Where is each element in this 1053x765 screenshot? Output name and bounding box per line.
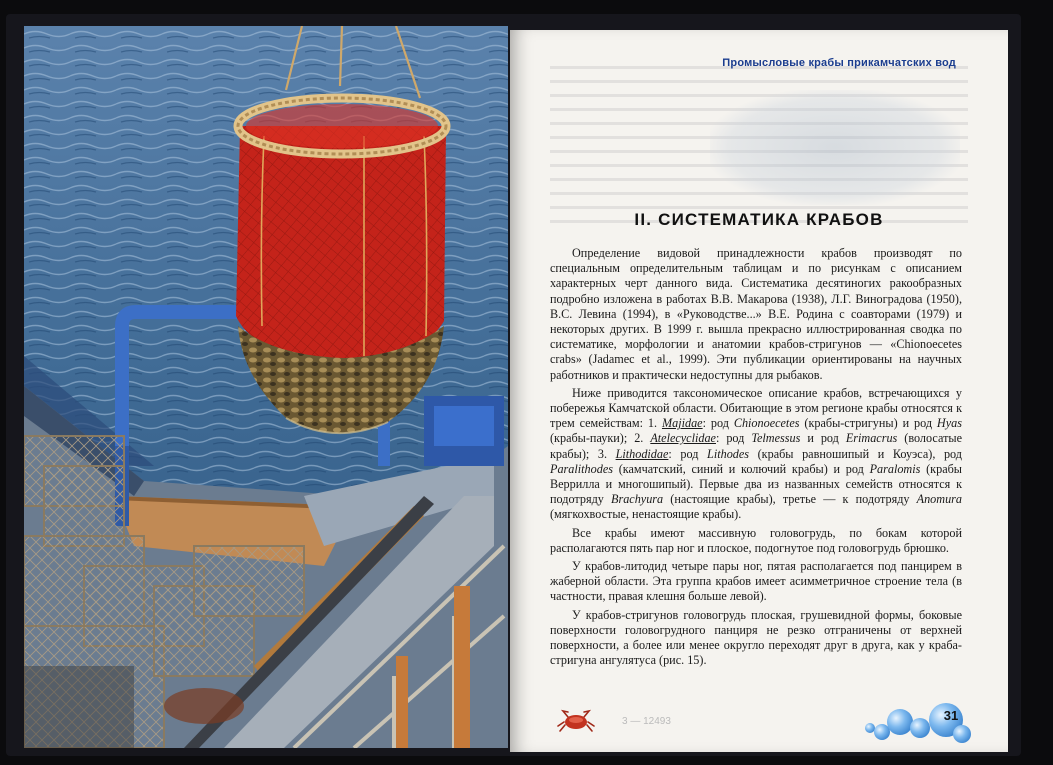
taxon-atelecyclidae: Atelecyclidae bbox=[650, 431, 716, 446]
taxon-erimacrus: Erimacrus bbox=[845, 431, 898, 446]
paragraph-4: У крабов-литодид четыре пары ног, пятая располагается под панцирем в жаберной области. Эта группа крабов имеет асимметричное строение тела (в частности, правая клешня больше левой). bbox=[550, 559, 962, 604]
page-number: 31 bbox=[943, 708, 959, 723]
running-header: Промысловые крабы прикамчатских вод bbox=[722, 57, 956, 69]
taxon-lithodidae: Lithodidae bbox=[615, 446, 669, 461]
text-page bbox=[510, 30, 1008, 752]
red-net-pot bbox=[236, 98, 446, 433]
paragraph-1: Определение видовой принадлежности крабов производят по специальным определительным таблицам и по рисункам с описанием характерных черт данного вида. Систематика десятиногих ракообразных подробно изложена в работах В.В. Макарова (1938), Л.Г. Виноградова (1950), В.С. Левина (1994), в «Руководстве...» В.Е. Родина с соавторами (1979) и некоторых других. В 1999 г. вышла прекрасно иллюстрированная сводка по систематике, морфологии и анатомии крабов-стригунов — «Chionoecetes crabs» (Jadamec et al., 1999). Эти публикации ориентированы на научных работников и практически недоступны для рыбаков. bbox=[550, 246, 962, 382]
chapter-title: II. СИСТЕМАТИКА КРАБОВ bbox=[634, 210, 884, 229]
taxon-anomura: Anomura bbox=[916, 492, 963, 507]
taxon-majidae: Majidae bbox=[661, 416, 703, 431]
taxon-chionoecetes: Chionoecetes bbox=[733, 416, 800, 431]
show-through-image bbox=[710, 90, 960, 205]
paragraph-3: Все крабы имеют массивную головогрудь, по бокам которой располагаются пять пар ног и плоское, подогнутое под головогрудь брюшко. bbox=[550, 525, 962, 555]
crab-pot-photo bbox=[24, 26, 508, 748]
crab-icon bbox=[556, 708, 596, 734]
body-text bbox=[550, 246, 966, 671]
taxon-hyas: Hyas bbox=[936, 416, 962, 431]
taxon-brachyura: Brachyura bbox=[611, 492, 664, 507]
photo-page bbox=[24, 26, 508, 748]
paragraph-5: У крабов-стригунов головогрудь плоская, грушевидной формы, боковые поверхности головогрудного панциря не резко отграничены от верхней поверхности, а более или менее округло переходят друг в друга, как у краба-стригуна ангулятуса (рис. 15). bbox=[550, 607, 962, 668]
taxon-telmessus: Telmessus bbox=[751, 431, 801, 446]
taxon-lithodes: Lithodes bbox=[707, 446, 750, 461]
taxon-paralithodes: Paralithodes bbox=[550, 461, 613, 476]
footer-signature-code: 3 — 12493 bbox=[622, 716, 671, 727]
paragraph-2: Ниже приводится таксономическое описание крабов, встречающихся у побережья Камчатской области. Обитающие в этом регионе крабы относятся к трем семействам: 1. Majidae: род Chionoecetes (крабы-стригуны) и род Hyas (крабы-пауки); 2. Atelecyclidae: род Telmessus и род Erimacrus (волосатые крабы); 3. Lithodidae: род Lithodes (крабы равношипый и Коуэса), род Paralithodes (камчатский, синий и колючий крабы) и род Paralomis (крабы Веррилла и многошипый). Первые два из названных семейств относятся к подотряду Brachyura (настоящие крабы), третье — к подотряду Anomura (мягкохвостые, ненастоящие крабы). bbox=[550, 385, 966, 522]
taxon-paralomis: Paralomis bbox=[869, 461, 921, 476]
